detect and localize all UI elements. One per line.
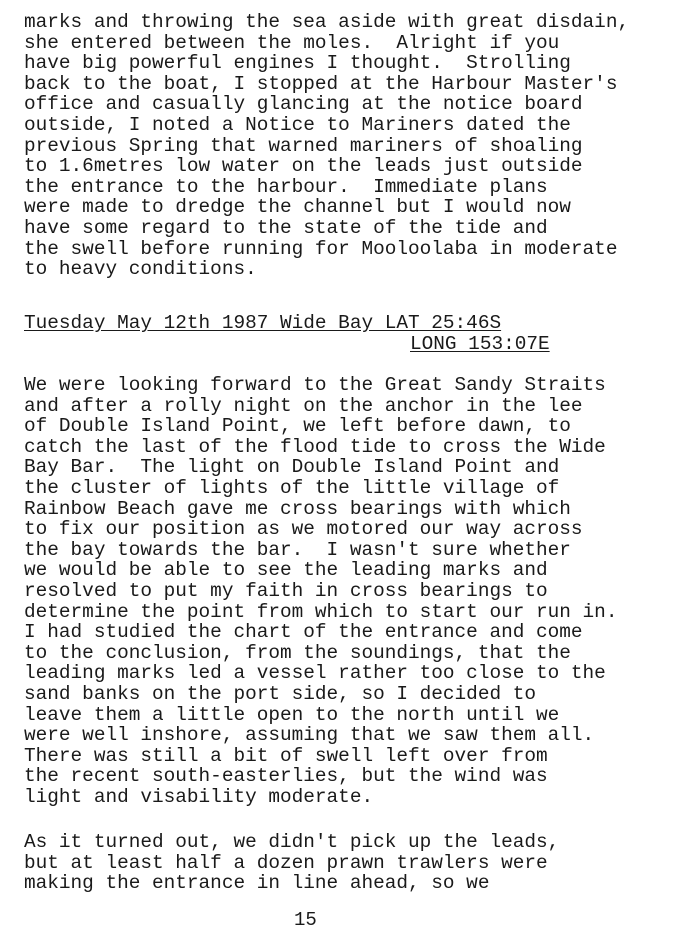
- paragraph-harbour-notice: marks and throwing the sea aside with great disdain, she entered between the moles. Alright if you have big powerful engines I thought. Strolling back to the boat, I stopped at the Harbour Master's office and casually glancing at the notice board outside, I noted a Notice to Mariners dated the previous Spring that warned mariners of shoaling to 1.6metres low water on the leads just outside the entrance to the harbour. Immediate plans were made to dredge the channel but I would now have some regard to the state of the tide and the swell before running for Mooloolaba in moderate to heavy conditions.: [24, 11, 630, 281]
- page-number: 15: [294, 909, 317, 931]
- paragraph-prawn-trawlers: As it turned out, we didn't pick up the leads, but at least half a dozen prawn trawlers were making the entrance in line ahead, so we: [24, 831, 560, 895]
- log-entry-heading: [24, 313, 564, 357]
- paragraph-wide-bay-crossing: We were looking forward to the Great Sandy Straits and after a rolly night on the anchor in the lee of Double Island Point, we left before dawn, to catch the last of the flood tide to cross the Wide Bay Bar. The light on Double Island Point and the cluster of lights of the little village of Rainbow Beach gave me cross bearings with which to fix our position as we motored our way across the bay towards the bar. I wasn't sure whether we would be able to see the leading marks and resolved to put my faith in cross bearings to determine the point from which to start our run in. I had studied the chart of the entrance and come to the conclusion, from the soundings, that the leading marks led a vessel rather too close to the sand banks on the port side, so I decided to leave them a little open to the north until we were well inshore, assuming that we saw them all. There was still a bit of swell left over from the recent south-easterlies, but the wind was light and visability moderate.: [24, 374, 618, 808]
- heading-longitude: LONG 153:07E: [410, 333, 550, 355]
- heading-date-location-lat: Tuesday May 12th 1987 Wide Bay LAT 25:46S: [24, 312, 502, 334]
